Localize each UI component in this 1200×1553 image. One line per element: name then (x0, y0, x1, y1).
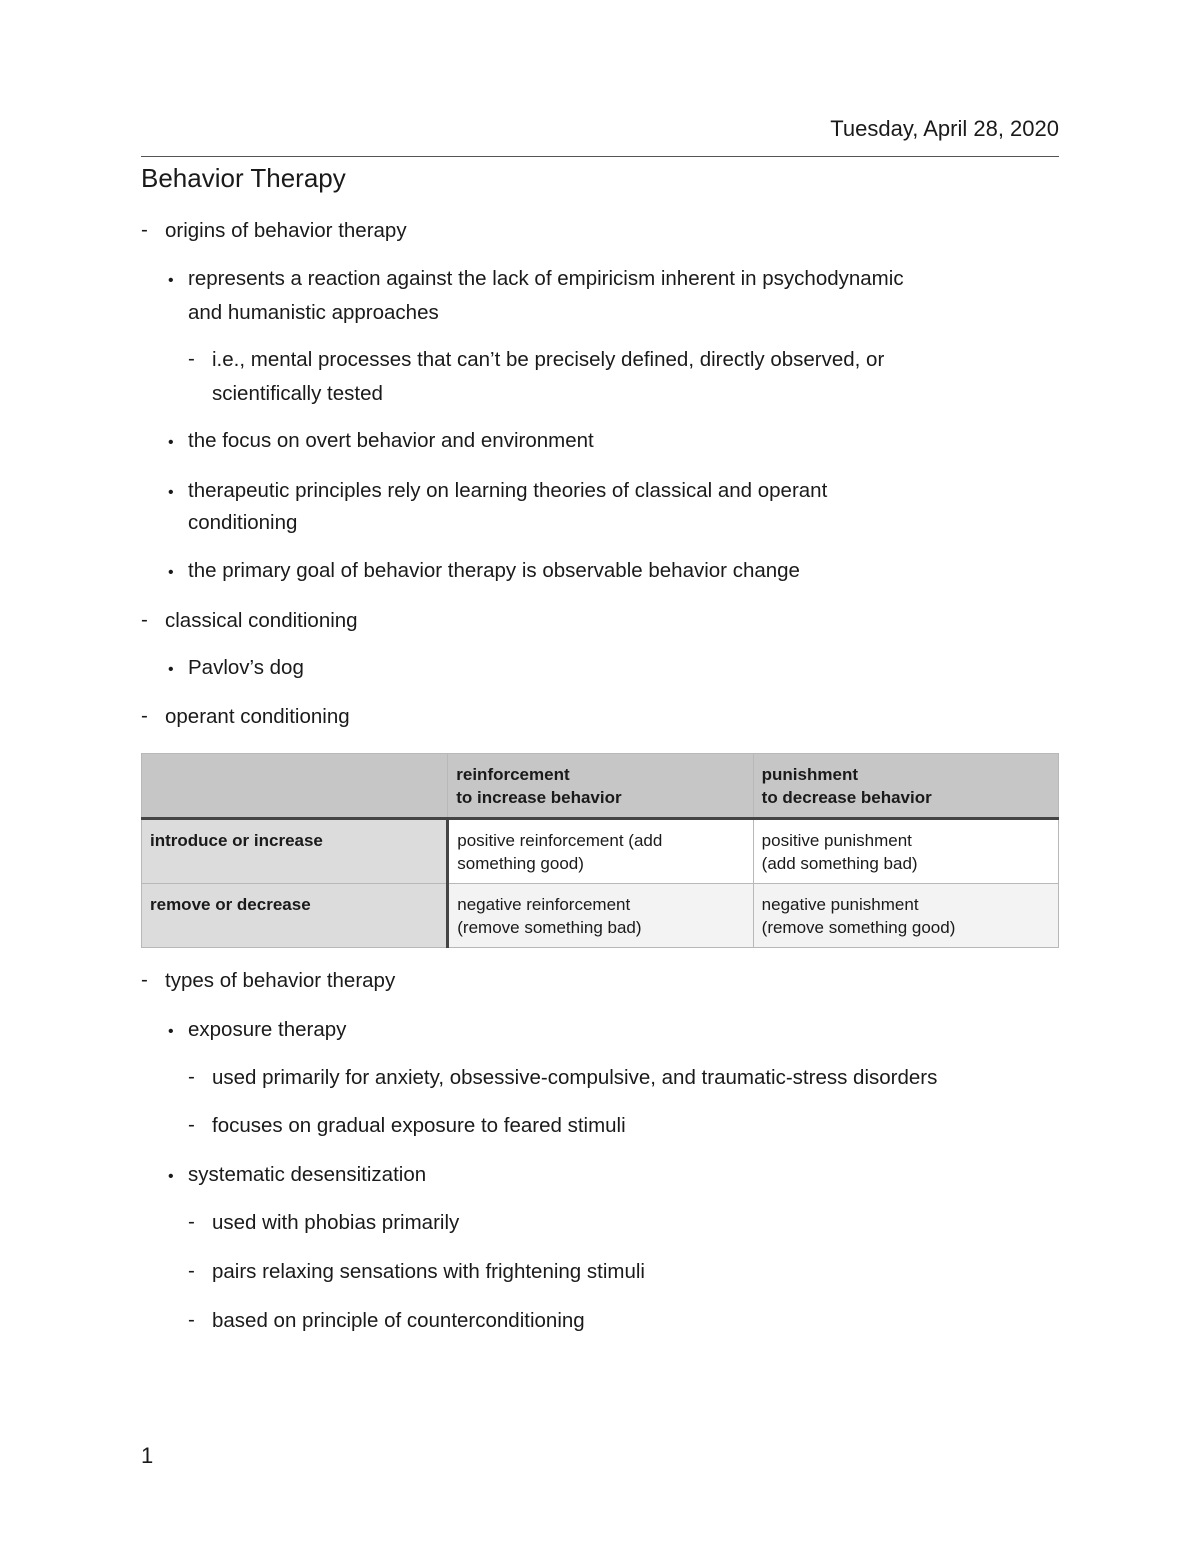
cell-line: positive punishment (761, 831, 912, 850)
table-cell (753, 819, 1058, 884)
table-corner-cell (142, 754, 448, 819)
table-cell (753, 884, 1058, 948)
bullet-marker: • (168, 272, 174, 289)
cell-line: (remove something bad) (457, 918, 642, 937)
page-title: Behavior Therapy (141, 163, 346, 193)
list-item-continuation: and humanistic approaches (188, 301, 439, 324)
dash-marker: - (188, 1308, 195, 1331)
table-header-row (142, 754, 1059, 819)
table-row (142, 819, 1059, 884)
table-cell (448, 884, 753, 948)
section-heading: operant conditioning (165, 705, 350, 728)
sub-list-item: focuses on gradual exposure to feared stimuli (212, 1114, 626, 1137)
sub-list-item: used with phobias primarily (212, 1211, 460, 1234)
row-header-cell: introduce or increase (142, 819, 448, 884)
bullet-marker: • (168, 1023, 174, 1040)
header-divider (141, 156, 1059, 157)
sub-list-item: based on principle of counterconditioning (212, 1309, 585, 1332)
sub-list-item: pairs relaxing sensations with frightening stimuli (212, 1260, 645, 1283)
row-header-cell: remove or decrease (142, 884, 448, 948)
header-line: punishment (761, 765, 858, 784)
section-heading: origins of behavior therapy (165, 219, 407, 242)
dash-marker: - (141, 704, 148, 727)
dash-marker: - (188, 1210, 195, 1233)
list-item: therapeutic principles rely on learning theories of classical and operant (188, 479, 828, 502)
cell-line: positive reinforcement (add (457, 831, 663, 850)
list-item-continuation: conditioning (188, 511, 298, 534)
table-cell (448, 819, 753, 884)
cell-line: negative punishment (761, 895, 919, 914)
dash-marker: - (141, 218, 148, 241)
header-line: to decrease behavior (761, 788, 932, 807)
dash-marker: - (188, 1113, 195, 1136)
bullet-marker: • (168, 434, 174, 451)
cell-line: negative reinforcement (457, 895, 631, 914)
sub-list-item: i.e., mental processes that can’t be precisely defined, directly observed, or (212, 348, 885, 371)
header-line: reinforcement (456, 765, 570, 784)
bullet-marker: • (168, 564, 174, 581)
cell-line: something good) (457, 854, 584, 873)
table-row (142, 884, 1059, 948)
date-header: Tuesday, April 28, 2020 (830, 116, 1059, 141)
sub-list-item: used primarily for anxiety, obsessive-compulsive, and traumatic-stress disorders (212, 1066, 938, 1089)
dash-marker: - (141, 608, 148, 631)
list-item: the focus on overt behavior and environment (188, 429, 594, 452)
section-heading: classical conditioning (165, 609, 358, 632)
section-heading: types of behavior therapy (165, 969, 396, 992)
operant-conditioning-table (141, 753, 1059, 948)
list-item: systematic desensitization (188, 1163, 427, 1186)
list-item: the primary goal of behavior therapy is observable behavior change (188, 559, 800, 582)
sub-list-item-continuation: scientifically tested (212, 382, 383, 405)
list-item: Pavlov’s dog (188, 656, 304, 679)
dash-marker: - (188, 1259, 195, 1282)
table-header-cell (448, 754, 753, 819)
cell-line: (add something bad) (761, 854, 918, 873)
header-line: to increase behavior (456, 788, 622, 807)
dash-marker: - (188, 1065, 195, 1088)
list-item: represents a reaction against the lack of empiricism inherent in psychodynamic (188, 267, 904, 290)
bullet-marker: • (168, 1168, 174, 1185)
list-item: exposure therapy (188, 1018, 347, 1041)
cell-line: (remove something good) (761, 918, 956, 937)
table-header-cell (753, 754, 1058, 819)
bullet-marker: • (168, 484, 174, 501)
dash-marker: - (188, 347, 195, 370)
dash-marker: - (141, 968, 148, 991)
page-number: 1 (141, 1443, 154, 1468)
bullet-marker: • (168, 661, 174, 678)
